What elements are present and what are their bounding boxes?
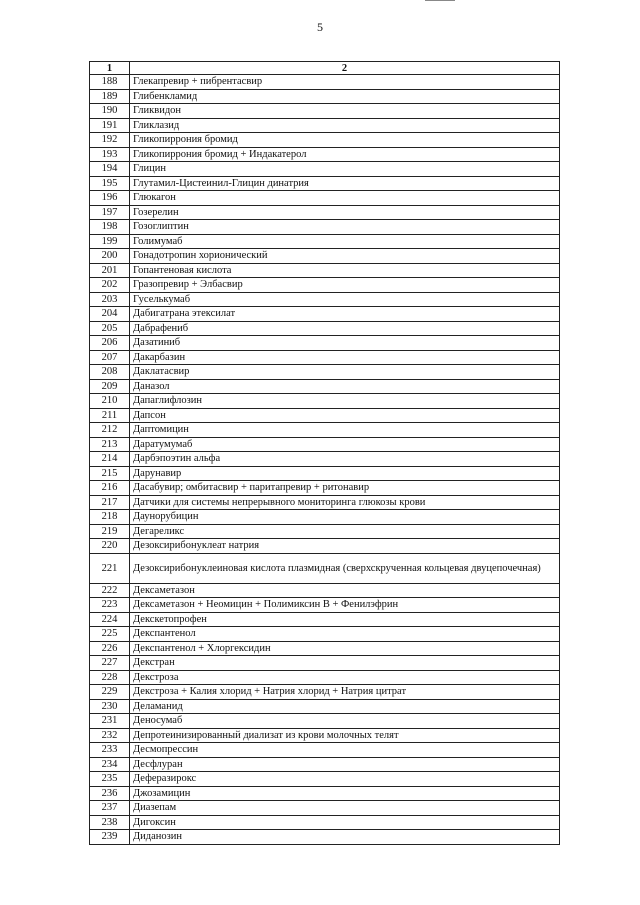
table-row: [90, 89, 560, 104]
drug-name: Дазатиниб: [130, 336, 560, 351]
table-row: [90, 670, 560, 685]
row-number: 230: [90, 699, 130, 714]
table-row: [90, 772, 560, 787]
row-number: 208: [90, 365, 130, 380]
row-number: 215: [90, 466, 130, 481]
row-number: 218: [90, 510, 130, 525]
table-row: [90, 321, 560, 336]
row-number: 205: [90, 321, 130, 336]
table-row: [90, 379, 560, 394]
row-number: 239: [90, 830, 130, 845]
row-number: 207: [90, 350, 130, 365]
drug-list-table: [89, 61, 560, 845]
table-row: [90, 495, 560, 510]
row-number: 202: [90, 278, 130, 293]
table-row: [90, 598, 560, 613]
drug-name: Диданозин: [130, 830, 560, 845]
table-row: [90, 75, 560, 90]
drug-name: Дапаглифлозин: [130, 394, 560, 409]
page-number: 5: [317, 20, 323, 34]
row-number: 212: [90, 423, 130, 438]
table-row: [90, 394, 560, 409]
row-number: 214: [90, 452, 130, 467]
drug-name: Глюкагон: [130, 191, 560, 206]
row-number: 193: [90, 147, 130, 162]
drug-name: Декспантенол: [130, 627, 560, 642]
row-number: 203: [90, 292, 130, 307]
drug-name: Деферазирокс: [130, 772, 560, 787]
row-number: 201: [90, 263, 130, 278]
table-row: [90, 452, 560, 467]
drug-name: Даптомицин: [130, 423, 560, 438]
row-number: 234: [90, 757, 130, 772]
row-number: 210: [90, 394, 130, 409]
row-number: 190: [90, 104, 130, 119]
row-number: 206: [90, 336, 130, 351]
row-number: 233: [90, 743, 130, 758]
row-number: 188: [90, 75, 130, 90]
table-row: [90, 147, 560, 162]
drug-name: Даунорубицин: [130, 510, 560, 525]
table-row: [90, 786, 560, 801]
table-row: [90, 466, 560, 481]
row-number: 204: [90, 307, 130, 322]
drug-name: Гопантеновая кислота: [130, 263, 560, 278]
row-number: 232: [90, 728, 130, 743]
row-number: 195: [90, 176, 130, 191]
drug-name: Гликопиррония бромид: [130, 133, 560, 148]
row-number: 231: [90, 714, 130, 729]
drug-name: Гликвидон: [130, 104, 560, 119]
row-number: 217: [90, 495, 130, 510]
table-row: [90, 365, 560, 380]
row-number: 220: [90, 539, 130, 554]
table-row: [90, 728, 560, 743]
drug-name: Декскетопрофен: [130, 612, 560, 627]
row-number: 227: [90, 656, 130, 671]
drug-name: Декстран: [130, 656, 560, 671]
table-row: [90, 437, 560, 452]
table-row: [90, 656, 560, 671]
row-number: 213: [90, 437, 130, 452]
drug-name: Глутамил-Цистеинил-Глицин динатрия: [130, 176, 560, 191]
drug-name: Гликлазид: [130, 118, 560, 133]
table-row: [90, 510, 560, 525]
drug-name: Дексаметазон + Неомицин + Полимиксин В + Фенилэфрин: [130, 598, 560, 613]
drug-name: Деносумаб: [130, 714, 560, 729]
table-row: [90, 249, 560, 264]
table-row: [90, 641, 560, 656]
row-number: 189: [90, 89, 130, 104]
scan-artifact: [425, 0, 455, 3]
table-row: [90, 685, 560, 700]
drug-name: Диазепам: [130, 801, 560, 816]
drug-name: Дезоксирибонуклеат натрия: [130, 539, 560, 554]
drug-name: Дегареликс: [130, 524, 560, 539]
table-body: [90, 75, 560, 845]
table-row: [90, 292, 560, 307]
row-number: 200: [90, 249, 130, 264]
drug-name: Гликопиррония бромид + Индакатерол: [130, 147, 560, 162]
table-header-row: [90, 62, 560, 75]
drug-name: Декстроза: [130, 670, 560, 685]
row-number: 198: [90, 220, 130, 235]
drug-name: Джозамицин: [130, 786, 560, 801]
row-number: 236: [90, 786, 130, 801]
row-number: 238: [90, 815, 130, 830]
drug-name: Деламанид: [130, 699, 560, 714]
table-row: [90, 743, 560, 758]
table-row: [90, 176, 560, 191]
table-row: [90, 220, 560, 235]
row-number: 219: [90, 524, 130, 539]
table-row: [90, 191, 560, 206]
drug-name: Даратумумаб: [130, 437, 560, 452]
table-row: [90, 307, 560, 322]
drug-name: Гонадотропин хорионический: [130, 249, 560, 264]
table-row: [90, 234, 560, 249]
table-row: [90, 408, 560, 423]
row-number: 224: [90, 612, 130, 627]
column-header-number: 1: [90, 62, 130, 75]
table-row: [90, 423, 560, 438]
drug-name: Дакарбазин: [130, 350, 560, 365]
table-row: [90, 162, 560, 177]
drug-name: Десфлуран: [130, 757, 560, 772]
table-row: [90, 830, 560, 845]
table-row: [90, 350, 560, 365]
row-number: 216: [90, 481, 130, 496]
drug-name: Декспантенол + Хлоргексидин: [130, 641, 560, 656]
drug-name: Гразопревир + Элбасвир: [130, 278, 560, 293]
row-number: 221: [90, 553, 130, 583]
drug-name: Гуселькумаб: [130, 292, 560, 307]
row-number: 196: [90, 191, 130, 206]
row-number: 197: [90, 205, 130, 220]
drug-name: Глекапревир + пибрентасвир: [130, 75, 560, 90]
row-number: 223: [90, 598, 130, 613]
row-number: 191: [90, 118, 130, 133]
row-number: 209: [90, 379, 130, 394]
table-row: [90, 714, 560, 729]
table-row: [90, 524, 560, 539]
table-row: [90, 263, 560, 278]
table-row: [90, 815, 560, 830]
drug-name: Дабигатрана этексилат: [130, 307, 560, 322]
table-row: [90, 757, 560, 772]
table-row: [90, 627, 560, 642]
row-number: 228: [90, 670, 130, 685]
drug-name: Даназол: [130, 379, 560, 394]
table-row: [90, 801, 560, 816]
row-number: 237: [90, 801, 130, 816]
drug-name: Голимумаб: [130, 234, 560, 249]
drug-name: Десмопрессин: [130, 743, 560, 758]
row-number: 235: [90, 772, 130, 787]
drug-name: Дасабувир; омбитасвир + паритапревир + ритонавир: [130, 481, 560, 496]
row-number: 211: [90, 408, 130, 423]
table-row: [90, 699, 560, 714]
row-number: 225: [90, 627, 130, 642]
drug-name: Дезоксирибонуклеиновая кислота плазмидная (сверхскрученная кольцевая двуцепочечная): [130, 553, 560, 583]
table-row: [90, 104, 560, 119]
table-row: [90, 278, 560, 293]
drug-name: Глицин: [130, 162, 560, 177]
drug-name: Дарбэпоэтин альфа: [130, 452, 560, 467]
drug-name: Дигоксин: [130, 815, 560, 830]
drug-name: Гозерелин: [130, 205, 560, 220]
row-number: 199: [90, 234, 130, 249]
table-row: [90, 583, 560, 598]
table-row: [90, 539, 560, 554]
drug-name: Дапсон: [130, 408, 560, 423]
row-number: 226: [90, 641, 130, 656]
table-row: [90, 612, 560, 627]
table-row: [90, 205, 560, 220]
drug-name: Глибенкламид: [130, 89, 560, 104]
table-row: [90, 336, 560, 351]
row-number: 229: [90, 685, 130, 700]
drug-name: Гозоглиптин: [130, 220, 560, 235]
drug-name: Даклатасвир: [130, 365, 560, 380]
column-header-name: 2: [130, 62, 560, 75]
drug-name: Дарунавир: [130, 466, 560, 481]
row-number: 194: [90, 162, 130, 177]
table-row: [90, 118, 560, 133]
drug-name: Дабрафениб: [130, 321, 560, 336]
drug-name: Декстроза + Калия хлорид + Натрия хлорид + Натрия цитрат: [130, 685, 560, 700]
table-row: [90, 481, 560, 496]
table-row: [90, 133, 560, 148]
drug-name: Депротеинизированный диализат из крови молочных телят: [130, 728, 560, 743]
table-row: [90, 553, 560, 583]
row-number: 192: [90, 133, 130, 148]
drug-name: Датчики для системы непрерывного мониторинга глюкозы крови: [130, 495, 560, 510]
row-number: 222: [90, 583, 130, 598]
drug-name: Дексаметазон: [130, 583, 560, 598]
